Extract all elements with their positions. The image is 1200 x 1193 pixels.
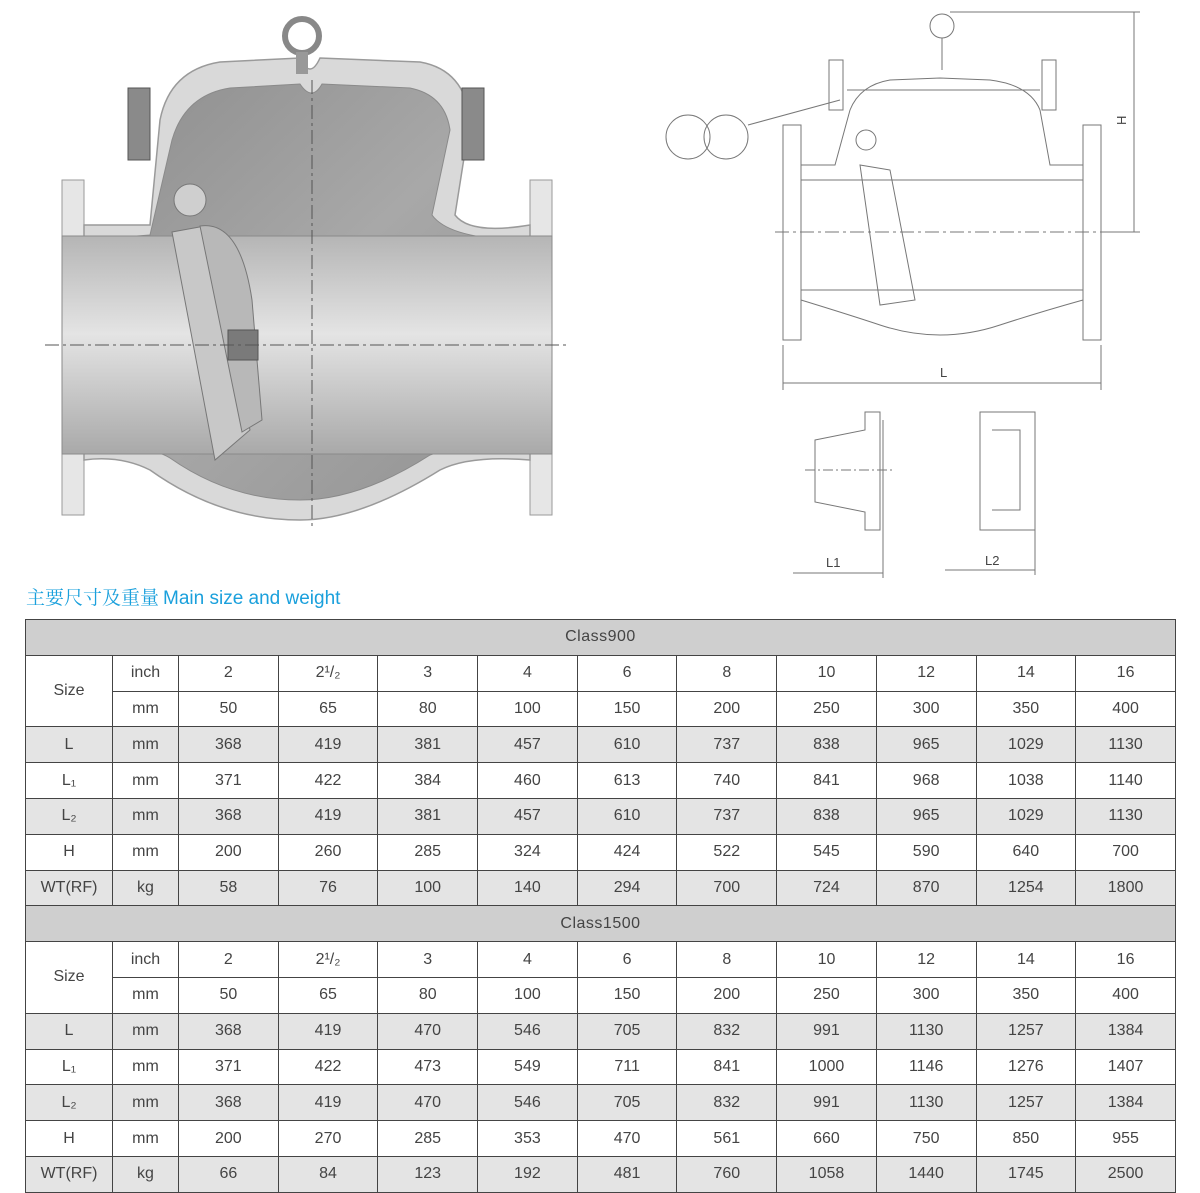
value-cell: 1029 [976, 798, 1076, 834]
value-cell: 424 [577, 834, 677, 870]
value-cell: 192 [478, 1156, 578, 1192]
value-cell: 1130 [1076, 727, 1176, 763]
value-cell: 84 [278, 1156, 378, 1192]
row-label: L₂ [26, 798, 113, 834]
value-cell: 737 [677, 727, 777, 763]
table-row [26, 1156, 1176, 1192]
value-cell: 1146 [876, 1049, 976, 1085]
value-cell: 381 [378, 798, 478, 834]
value-cell: 841 [777, 763, 877, 799]
mm-value-cell: 65 [278, 977, 378, 1013]
mm-value-cell: 250 [777, 977, 877, 1013]
value-cell: 1058 [777, 1156, 877, 1192]
unit-cell: mm [113, 1049, 179, 1085]
value-cell: 545 [777, 834, 877, 870]
value-cell: 522 [677, 834, 777, 870]
inch-value-cell: 8 [677, 655, 777, 691]
value-cell: 470 [577, 1121, 677, 1157]
mm-value-cell: 300 [876, 977, 976, 1013]
unit-cell: mm [113, 834, 179, 870]
mm-value-cell: 50 [179, 691, 279, 727]
inch-value-cell: 14 [976, 655, 1076, 691]
value-cell: 737 [677, 798, 777, 834]
inch-value-cell: 2¹/₂ [278, 655, 378, 691]
class-label: Class900 [26, 620, 1176, 656]
dim-label-l: L [940, 365, 948, 380]
value-cell: 381 [378, 727, 478, 763]
value-cell: 590 [876, 834, 976, 870]
value-cell: 1130 [876, 1013, 976, 1049]
unit-cell: mm [113, 1013, 179, 1049]
value-cell: 371 [179, 763, 279, 799]
mm-value-cell: 150 [577, 691, 677, 727]
mm-value-cell: 300 [876, 691, 976, 727]
value-cell: 832 [677, 1013, 777, 1049]
row-label: H [26, 1121, 113, 1157]
value-cell: 76 [278, 870, 378, 906]
value-cell: 1140 [1076, 763, 1176, 799]
row-label: L₂ [26, 1085, 113, 1121]
value-cell: 371 [179, 1049, 279, 1085]
inch-value-cell: 12 [876, 655, 976, 691]
unit-cell: mm [113, 1085, 179, 1121]
dim-label-l2: L2 [985, 553, 1000, 568]
unit-cell: mm [113, 1121, 179, 1157]
value-cell: 711 [577, 1049, 677, 1085]
class-header-row [26, 620, 1176, 656]
value-cell: 1440 [876, 1156, 976, 1192]
inch-value-cell: 10 [777, 655, 877, 691]
inch-value-cell: 3 [378, 655, 478, 691]
value-cell: 1257 [976, 1013, 1076, 1049]
row-label: H [26, 834, 113, 870]
value-cell: 832 [677, 1085, 777, 1121]
mm-value-cell: 50 [179, 977, 279, 1013]
value-cell: 384 [378, 763, 478, 799]
table-row [26, 834, 1176, 870]
value-cell: 610 [577, 727, 677, 763]
dim-label-l1: L1 [826, 555, 841, 570]
value-cell: 460 [478, 763, 578, 799]
size-mm-row [26, 691, 1176, 727]
value-cell: 1745 [976, 1156, 1076, 1192]
value-cell: 1038 [976, 763, 1076, 799]
value-cell: 100 [378, 870, 478, 906]
value-cell: 991 [777, 1013, 877, 1049]
value-cell: 610 [577, 798, 677, 834]
inch-value-cell: 6 [577, 655, 677, 691]
value-cell: 1384 [1076, 1085, 1176, 1121]
value-cell: 457 [478, 727, 578, 763]
value-cell: 140 [478, 870, 578, 906]
value-cell: 955 [1076, 1121, 1176, 1157]
value-cell: 1029 [976, 727, 1076, 763]
value-cell: 324 [478, 834, 578, 870]
section-title-cn: 主要尺寸及重量 [26, 587, 160, 609]
mm-value-cell: 400 [1076, 691, 1176, 727]
value-cell: 200 [179, 1121, 279, 1157]
inch-value-cell: 2 [179, 655, 279, 691]
unit-cell: inch [113, 655, 179, 691]
value-cell: 1384 [1076, 1013, 1176, 1049]
table-row [26, 1085, 1176, 1121]
class900-section [26, 620, 1176, 906]
value-cell: 991 [777, 1085, 877, 1121]
value-cell: 419 [278, 798, 378, 834]
value-cell: 58 [179, 870, 279, 906]
section-title [26, 583, 340, 610]
mm-value-cell: 100 [478, 691, 578, 727]
value-cell: 1130 [876, 1085, 976, 1121]
row-label: L [26, 1013, 113, 1049]
inch-value-cell: 4 [478, 655, 578, 691]
value-cell: 640 [976, 834, 1076, 870]
table-row [26, 763, 1176, 799]
value-cell: 473 [378, 1049, 478, 1085]
value-cell: 724 [777, 870, 877, 906]
value-cell: 419 [278, 727, 378, 763]
value-cell: 838 [777, 727, 877, 763]
value-cell: 705 [577, 1085, 677, 1121]
value-cell: 2500 [1076, 1156, 1176, 1192]
mm-value-cell: 100 [478, 977, 578, 1013]
value-cell: 561 [677, 1121, 777, 1157]
inch-value-cell: 3 [378, 942, 478, 978]
class1500-section [26, 906, 1176, 1192]
row-label: L [26, 727, 113, 763]
value-cell: 1000 [777, 1049, 877, 1085]
table-row [26, 727, 1176, 763]
value-cell: 1407 [1076, 1049, 1176, 1085]
table-row [26, 870, 1176, 906]
value-cell: 285 [378, 834, 478, 870]
value-cell: 968 [876, 763, 976, 799]
value-cell: 294 [577, 870, 677, 906]
inch-value-cell: 2 [179, 942, 279, 978]
value-cell: 838 [777, 798, 877, 834]
value-cell: 285 [378, 1121, 478, 1157]
valve-drawings [0, 0, 1200, 590]
value-cell: 850 [976, 1121, 1076, 1157]
size-inch-row [26, 942, 1176, 978]
value-cell: 546 [478, 1085, 578, 1121]
value-cell: 66 [179, 1156, 279, 1192]
value-cell: 740 [677, 763, 777, 799]
value-cell: 1257 [976, 1085, 1076, 1121]
mm-value-cell: 200 [677, 977, 777, 1013]
value-cell: 368 [179, 1013, 279, 1049]
table-row [26, 798, 1176, 834]
inch-value-cell: 10 [777, 942, 877, 978]
value-cell: 470 [378, 1085, 478, 1121]
value-cell: 260 [278, 834, 378, 870]
mm-value-cell: 150 [577, 977, 677, 1013]
inch-value-cell: 16 [1076, 655, 1176, 691]
mm-value-cell: 350 [976, 691, 1076, 727]
value-cell: 270 [278, 1121, 378, 1157]
value-cell: 368 [179, 727, 279, 763]
dim-label-h: H [1114, 115, 1129, 125]
value-cell: 546 [478, 1013, 578, 1049]
value-cell: 481 [577, 1156, 677, 1192]
inch-value-cell: 14 [976, 942, 1076, 978]
value-cell: 549 [478, 1049, 578, 1085]
value-cell: 841 [677, 1049, 777, 1085]
value-cell: 870 [876, 870, 976, 906]
value-cell: 700 [677, 870, 777, 906]
table-row [26, 1049, 1176, 1085]
unit-cell: mm [113, 691, 179, 727]
inch-value-cell: 12 [876, 942, 976, 978]
mm-value-cell: 65 [278, 691, 378, 727]
inch-value-cell: 16 [1076, 942, 1176, 978]
inch-value-cell: 6 [577, 942, 677, 978]
mm-value-cell: 250 [777, 691, 877, 727]
value-cell: 1254 [976, 870, 1076, 906]
row-label: WT(RF) [26, 870, 113, 906]
valve-cutaway-illustration [45, 19, 570, 530]
value-cell: 1800 [1076, 870, 1176, 906]
mm-value-cell: 400 [1076, 977, 1176, 1013]
size-label: Size [26, 942, 113, 1014]
value-cell: 419 [278, 1013, 378, 1049]
size-mm-row [26, 977, 1176, 1013]
table-row [26, 1121, 1176, 1157]
mm-value-cell: 80 [378, 691, 478, 727]
size-inch-row [26, 655, 1176, 691]
value-cell: 965 [876, 727, 976, 763]
unit-cell: kg [113, 870, 179, 906]
inch-value-cell: 8 [677, 942, 777, 978]
value-cell: 422 [278, 763, 378, 799]
unit-cell: mm [113, 977, 179, 1013]
inch-value-cell: 4 [478, 942, 578, 978]
unit-cell: kg [113, 1156, 179, 1192]
row-label: WT(RF) [26, 1156, 113, 1192]
size-label: Size [26, 655, 113, 727]
value-cell: 1130 [1076, 798, 1176, 834]
table-row [26, 1013, 1176, 1049]
row-label: L₁ [26, 763, 113, 799]
class-header-row [26, 906, 1176, 942]
value-cell: 470 [378, 1013, 478, 1049]
unit-cell: inch [113, 942, 179, 978]
value-cell: 750 [876, 1121, 976, 1157]
section-title-en: Main size and weight [163, 588, 341, 609]
valve-outline-drawing [666, 12, 1140, 578]
value-cell: 422 [278, 1049, 378, 1085]
mm-value-cell: 80 [378, 977, 478, 1013]
row-label: L₁ [26, 1049, 113, 1085]
value-cell: 368 [179, 1085, 279, 1121]
mm-value-cell: 350 [976, 977, 1076, 1013]
value-cell: 419 [278, 1085, 378, 1121]
value-cell: 1276 [976, 1049, 1076, 1085]
value-cell: 368 [179, 798, 279, 834]
unit-cell: mm [113, 798, 179, 834]
value-cell: 123 [378, 1156, 478, 1192]
value-cell: 353 [478, 1121, 578, 1157]
size-weight-table [25, 619, 1176, 1193]
value-cell: 705 [577, 1013, 677, 1049]
value-cell: 700 [1076, 834, 1176, 870]
value-cell: 660 [777, 1121, 877, 1157]
mm-value-cell: 200 [677, 691, 777, 727]
value-cell: 457 [478, 798, 578, 834]
value-cell: 200 [179, 834, 279, 870]
unit-cell: mm [113, 727, 179, 763]
value-cell: 613 [577, 763, 677, 799]
unit-cell: mm [113, 763, 179, 799]
value-cell: 965 [876, 798, 976, 834]
value-cell: 760 [677, 1156, 777, 1192]
class-label: Class1500 [26, 906, 1176, 942]
inch-value-cell: 2¹/₂ [278, 942, 378, 978]
